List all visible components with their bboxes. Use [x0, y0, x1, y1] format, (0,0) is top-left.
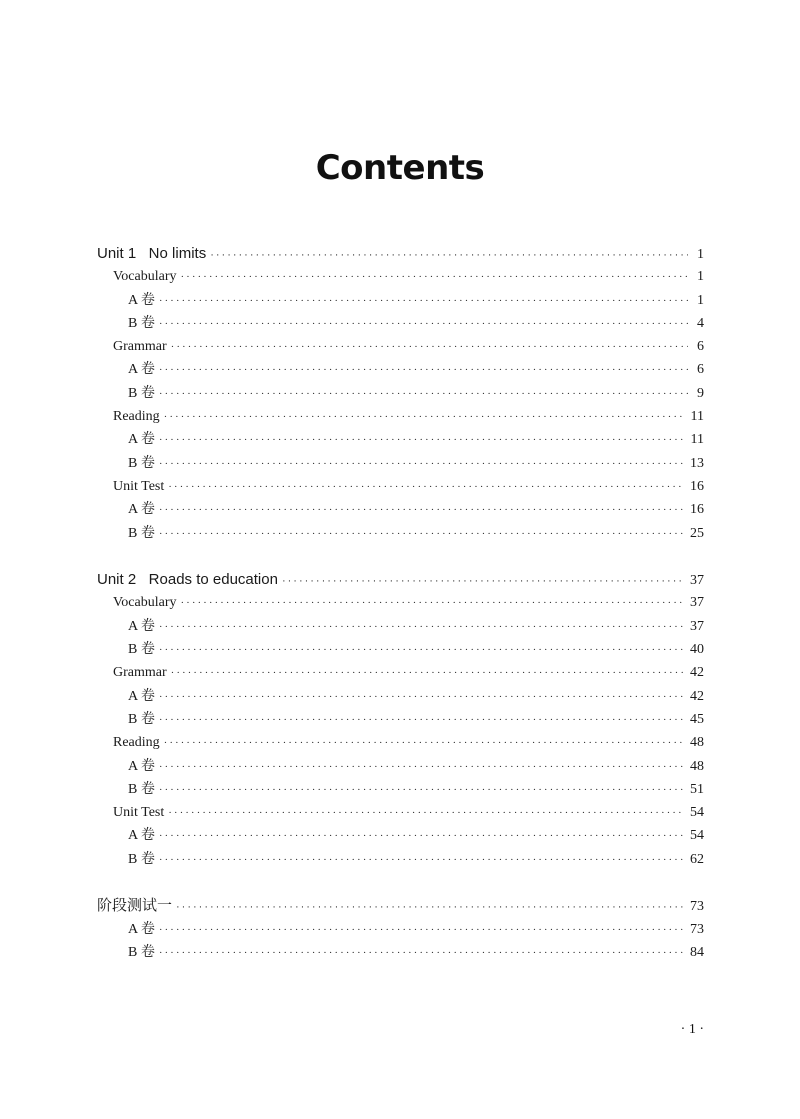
- toc-entry-label: A 卷: [128, 502, 155, 518]
- toc-subsection-entry[interactable]: [97, 358, 704, 381]
- toc-entry-label: B 卷: [128, 781, 155, 797]
- toc-subsection-entry[interactable]: [97, 708, 704, 731]
- toc-entry-page: 1: [697, 292, 704, 308]
- toc-entry-label: Unit 2 Roads to education: [97, 571, 278, 589]
- toc-entry-label: A 卷: [128, 921, 155, 937]
- toc-entry-page: 62: [690, 851, 704, 867]
- dot-leader: [159, 429, 685, 452]
- toc-unit-entry[interactable]: [97, 242, 704, 265]
- toc-entry-page: 1: [697, 269, 704, 285]
- toc-entry-page: 6: [697, 339, 704, 355]
- toc-subsection-entry[interactable]: [97, 848, 704, 871]
- toc-entry-label: A 卷: [128, 362, 155, 378]
- toc-entry-page: 11: [690, 409, 704, 425]
- dot-leader: [159, 639, 684, 662]
- toc-subsection-entry[interactable]: [97, 918, 704, 941]
- dot-leader: [159, 383, 688, 406]
- toc-entry-label: B 卷: [128, 711, 155, 727]
- dot-leader: [159, 359, 688, 382]
- toc-entry-label: Reading: [113, 409, 160, 425]
- toc-section-entry[interactable]: [97, 335, 704, 358]
- toc-entry-page: 16: [690, 478, 704, 494]
- toc-entry-label: A 卷: [128, 828, 155, 844]
- section-gap: [97, 545, 704, 568]
- dot-leader: [159, 849, 684, 872]
- toc-entry-page: 25: [690, 525, 704, 541]
- dot-leader: [159, 453, 684, 476]
- toc-entry-label: Vocabulary: [113, 269, 177, 285]
- toc-entry-label: Unit Test: [113, 805, 165, 821]
- toc-entry-label: A 卷: [128, 618, 155, 634]
- toc-entry-page: 40: [690, 642, 704, 658]
- toc-subsection-entry[interactable]: [97, 755, 704, 778]
- toc-entry-page: 37: [690, 573, 704, 589]
- toc-entry-label: B 卷: [128, 455, 155, 471]
- toc-entry-label: Vocabulary: [113, 595, 177, 611]
- dot-leader: [159, 779, 684, 802]
- dot-leader: [159, 313, 688, 336]
- dot-leader: [168, 802, 684, 825]
- toc-entry-page: 9: [697, 385, 704, 401]
- toc-entry-page: 42: [690, 665, 704, 681]
- toc-entry-page: 48: [690, 758, 704, 774]
- dot-leader: [164, 406, 685, 429]
- toc-unit-entry[interactable]: [97, 894, 704, 917]
- toc-entry-label: B 卷: [128, 385, 155, 401]
- dot-leader: [159, 616, 684, 639]
- dot-leader: [171, 662, 684, 685]
- toc-entry-label: Grammar: [113, 665, 167, 681]
- toc-section-entry[interactable]: [97, 661, 704, 684]
- toc-entry-page: 37: [690, 618, 704, 634]
- toc-section-entry[interactable]: [97, 405, 704, 428]
- toc-subsection-entry[interactable]: [97, 382, 704, 405]
- toc-entry-label: A 卷: [128, 758, 155, 774]
- toc-subsection-entry[interactable]: [97, 428, 704, 451]
- toc-entry-page: 73: [690, 899, 704, 915]
- toc-subsection-entry[interactable]: [97, 312, 704, 335]
- toc-subsection-entry[interactable]: [97, 615, 704, 638]
- toc-entry-label: B 卷: [128, 525, 155, 541]
- toc-entry-page: 11: [690, 432, 704, 448]
- toc-section-entry[interactable]: [97, 731, 704, 754]
- toc-entry-label: A 卷: [128, 292, 155, 308]
- dot-leader: [164, 732, 684, 755]
- toc-subsection-entry[interactable]: [97, 498, 704, 521]
- toc-entry-label: Unit 1 No limits: [97, 245, 207, 262]
- dot-leader: [282, 570, 684, 593]
- toc-subsection-entry[interactable]: [97, 522, 704, 545]
- toc-entry-page: 48: [690, 735, 704, 751]
- dot-leader: [176, 896, 684, 919]
- toc-subsection-entry[interactable]: [97, 778, 704, 801]
- dot-leader: [159, 523, 684, 546]
- toc-subsection-entry[interactable]: [97, 941, 704, 964]
- dot-leader: [159, 290, 688, 313]
- toc-entry-label: Grammar: [113, 339, 167, 355]
- dot-leader: [159, 825, 684, 848]
- toc-entry-page: 37: [690, 595, 704, 611]
- toc-entry-page: 84: [690, 944, 704, 960]
- toc-section-entry[interactable]: [97, 801, 704, 824]
- dot-leader: [159, 919, 684, 942]
- dot-leader: [159, 942, 684, 965]
- toc-entry-page: 42: [690, 688, 704, 704]
- toc-entry-page: 51: [690, 781, 704, 797]
- toc-entry-label: B 卷: [128, 851, 155, 867]
- toc-subsection-entry[interactable]: [97, 824, 704, 847]
- toc-entry-label: 阶段测试一: [97, 897, 173, 915]
- toc-subsection-entry[interactable]: [97, 685, 704, 708]
- toc-entry-label: A 卷: [128, 688, 155, 704]
- toc-section-entry[interactable]: [97, 475, 704, 498]
- toc-entry-label: A 卷: [128, 432, 155, 448]
- toc-entry-label: Reading: [113, 735, 160, 751]
- toc-subsection-entry[interactable]: [97, 638, 704, 661]
- toc-section-entry[interactable]: [97, 265, 704, 288]
- toc-entry-page: 13: [690, 455, 704, 471]
- dot-leader: [168, 476, 684, 499]
- toc-subsection-entry[interactable]: [97, 289, 704, 312]
- toc-entry-page: 45: [690, 711, 704, 727]
- toc-entry-label: Unit Test: [113, 478, 165, 494]
- dot-leader: [159, 756, 684, 779]
- dot-leader: [210, 244, 688, 267]
- table-of-contents: [97, 242, 704, 964]
- toc-entry-page: 1: [697, 247, 704, 262]
- dot-leader: [159, 686, 684, 709]
- toc-entry-page: 16: [690, 502, 704, 518]
- page-number: · 1 ·: [680, 1022, 704, 1037]
- toc-entry-label: B 卷: [128, 315, 155, 331]
- toc-subsection-entry[interactable]: [97, 452, 704, 475]
- dot-leader: [159, 499, 684, 522]
- toc-section-entry[interactable]: [97, 591, 704, 614]
- page-title: Contents: [315, 148, 485, 188]
- toc-entry-label: B 卷: [128, 944, 155, 960]
- dot-leader: [159, 709, 684, 732]
- toc-unit-entry[interactable]: [97, 568, 704, 591]
- dot-leader: [171, 336, 688, 359]
- toc-entry-page: 54: [690, 805, 704, 821]
- dot-leader: [181, 592, 685, 615]
- toc-entry-page: 6: [697, 362, 704, 378]
- toc-entry-label: B 卷: [128, 642, 155, 658]
- section-gap: [97, 871, 704, 894]
- dot-leader: [181, 266, 689, 289]
- toc-entry-page: 54: [690, 828, 704, 844]
- toc-entry-page: 73: [690, 921, 704, 937]
- toc-entry-page: 4: [697, 315, 704, 331]
